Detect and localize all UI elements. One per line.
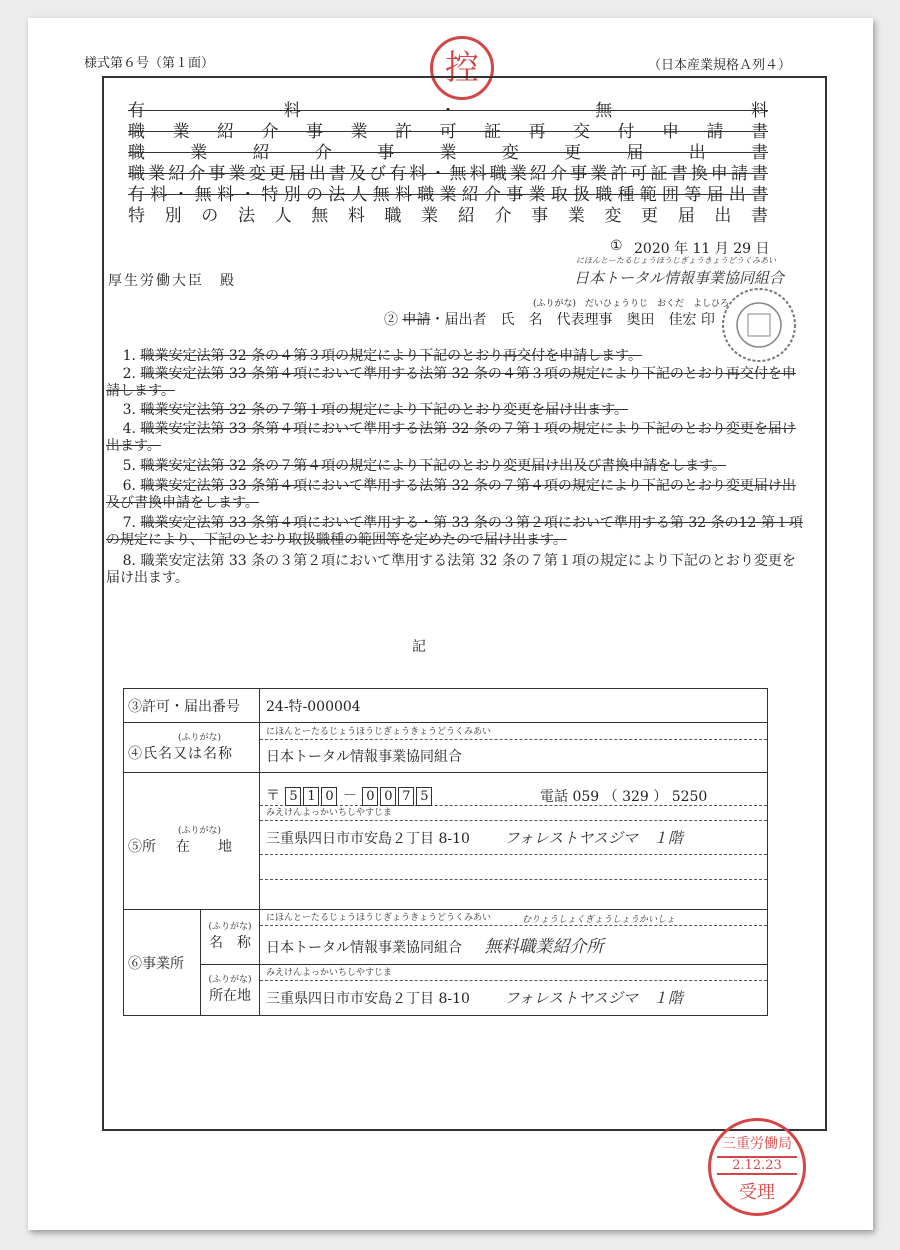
office-label: ⑥事業所 bbox=[124, 910, 201, 1016]
applicant-number: ② bbox=[384, 312, 398, 328]
address-value-cell: 〒 5 1 0 － 0 0 7 5 電話 059 （ 329 ） 5250 みえけんよっかいちしやすじま 三重県四日市市安島２丁目 8-10 フォレストヤスジマ １階 bbox=[260, 773, 768, 910]
applicant-name: 代表理事 奥田 佳宏 bbox=[556, 312, 697, 328]
clause-4: 4. 職業安定法第 33 条第４項において準用する法第 32 条の７第１項の規定により下記のとおり変更を届け出ます。 bbox=[106, 421, 796, 454]
office-addr-value: 三重県四日市市安島２丁目 8-10 フォレストヤスジマ １階 bbox=[266, 989, 683, 1007]
clause-3: 3. 職業安定法第 32 条の７第１項の規定により下記のとおり変更を届け出ます。 bbox=[122, 402, 629, 418]
applicant-role-label: ・届出者 氏 名 bbox=[430, 312, 543, 328]
date-value: 2020 年 11 月 29 日 bbox=[634, 241, 770, 257]
name-label-cell: (ふりがな) ④氏名又は名称 bbox=[124, 723, 260, 773]
clause-5: 5. 職業安定法第 32 条の７第４項の規定により下記のとおり変更届け出及び書換申請をします。 bbox=[122, 458, 727, 474]
name-value: 日本トータル情報事業協同組合 bbox=[266, 749, 462, 765]
org-name-handwritten: 日本トータル情報事業協同組合 bbox=[574, 269, 785, 287]
address-label-cell: (ふりがな) ⑤所 在 地 bbox=[124, 773, 260, 910]
outer-frame bbox=[102, 76, 827, 1131]
title-line-6: 特別の法人無料職業紹介事業変更届出書 bbox=[128, 206, 768, 226]
title-line-1: 有料・無料 bbox=[128, 101, 768, 121]
org-furigana-handwritten: にほんとーたるじょうほうじぎょうきょうどうくみあい bbox=[576, 256, 776, 265]
postal-mark: 〒 bbox=[266, 788, 280, 804]
permit-value: 24-特-000004 bbox=[260, 689, 768, 723]
name-value-cell: にほんとーたるじょうほうじぎょうきょうどうくみあい 日本トータル情報事業協同組合 bbox=[260, 723, 768, 773]
address-value-row: 三重県四日市市安島２丁目 8-10 フォレストヤスジマ １階 bbox=[260, 821, 767, 855]
title-line-4: 職業紹介事業変更届出書及び有料・無料職業紹介事業許可証書換申請書 bbox=[128, 164, 768, 184]
permit-label: ③許可・届出番号 bbox=[124, 689, 260, 723]
office-name-label-cell: (ふりがな) 名 称 bbox=[201, 910, 260, 965]
title-line-5: 有料・無料・特別の法人無料職業紹介事業取扱職種範囲等届出書 bbox=[128, 185, 768, 205]
hikae-stamp: 控 bbox=[430, 36, 494, 100]
title-line-3: 職業紹介事業変更届出書 bbox=[128, 143, 768, 163]
form-number: 様式第６号（第１面） bbox=[84, 56, 215, 71]
office-name-value: 日本トータル情報事業協同組合 無料職業紹介所 bbox=[266, 937, 604, 957]
clause-2: 2. 職業安定法第 33 条第４項において準用する法第 32 条の４第３項の規定により下記のとおり再交付を申請します。 bbox=[106, 366, 796, 399]
clause-7: 7. 職業安定法第 33 条第４項において準用する・第 33 条の３第２項において準用する第 32 条の12 第１項の規定により、下記のとおり取扱職種の範囲等を定めたので届け出ます。 bbox=[106, 515, 803, 548]
name-furigana: (ふりがな) だいひょうりじ おくだ よしひろ bbox=[533, 299, 730, 309]
clause-1: 1. 職業安定法第 32 条の４第３項の規定により下記のとおり再交付を申請します。 bbox=[122, 348, 643, 364]
applicant-struck-role: 申請 bbox=[402, 312, 431, 328]
clause-8: 8. 職業安定法第 33 条の３第２項において準用する法第 32 条の７第１項の規定により下記のとおり変更を届け出ます。 bbox=[106, 553, 796, 586]
phone-number: 電話 059 （ 329 ） 5250 bbox=[540, 789, 708, 805]
clause-6: 6. 職業安定法第 33 条第４項において準用する法第 32 条の７第４項の規定により下記のとおり変更届け出及び書換申請をします。 bbox=[106, 478, 796, 511]
postal-row: 〒 5 1 0 － 0 0 7 5 電話 059 （ 329 ） 5250 bbox=[260, 780, 767, 806]
office-addr-value-cell: みえけんよっかいちしやすじま 三重県四日市市安島２丁目 8-10 フォレストヤスジマ １階 bbox=[260, 965, 768, 1016]
office-addr-label-cell: (ふりがな) 所在地 bbox=[201, 965, 260, 1016]
document-sheet bbox=[28, 18, 873, 1230]
receipt-stamp: 三重労働局 2.12.23 受理 bbox=[708, 1118, 806, 1216]
paper-standard: （日本産業規格Ａ列４） bbox=[648, 58, 792, 73]
office-name-value-cell: にほんとーたるじょうほうじぎょうきょうどうくみあい むりょうしょくぎょうしょうかいしょ 日本トータル情報事業協同組合 無料職業紹介所 bbox=[260, 910, 768, 965]
date-label: ① bbox=[610, 238, 623, 254]
title-line-2: 職業紹介事業許可証再交付申請書 bbox=[128, 122, 768, 142]
addressee: 厚生労働大臣 殿 bbox=[108, 273, 236, 289]
ki-heading: 記 bbox=[412, 639, 426, 655]
seal-mark: 印 bbox=[700, 312, 715, 328]
